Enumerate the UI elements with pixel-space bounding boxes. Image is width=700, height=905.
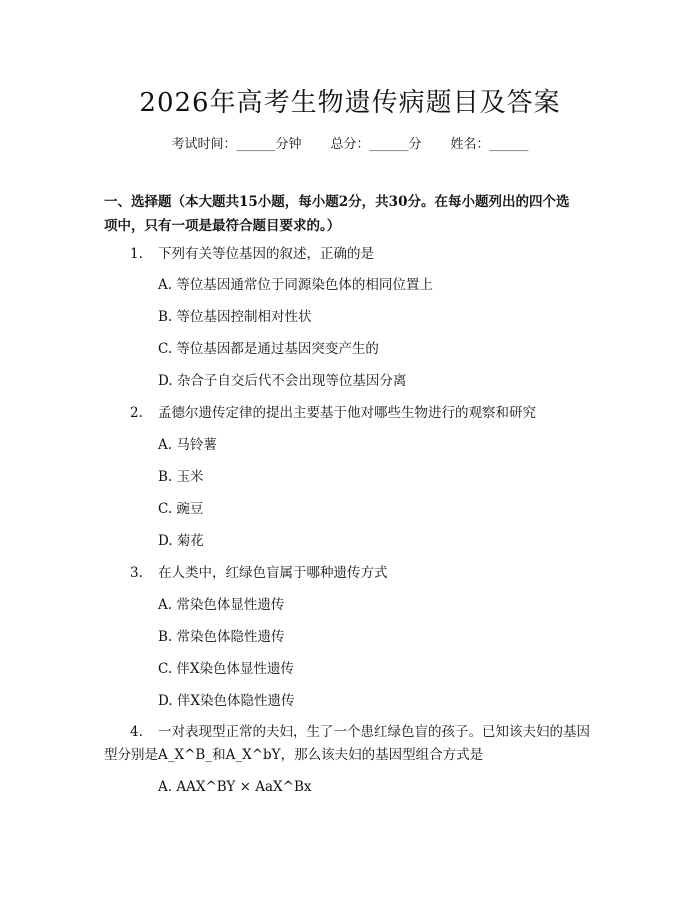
question-2-option-a: A. 马铃薯 xyxy=(158,437,217,453)
question-3-option-a: A. 常染色体显性遗传 xyxy=(158,597,285,613)
student-name-field: 姓名：______ xyxy=(450,137,529,152)
question-1-option-d: D. 杂合子自交后代不会出现等位基因分离 xyxy=(158,373,407,389)
exam-meta xyxy=(0,133,700,152)
question-2-option-b: B. 玉米 xyxy=(158,469,204,485)
section-heading-line-2: 项中，只有一项是最符合题目要求的。） xyxy=(104,218,341,234)
question-3-number: 3. xyxy=(130,565,143,581)
question-1-text: 下列有关等位基因的叙述，正确的是 xyxy=(158,246,374,262)
question-3-option-c: C. 伴X染色体显性遗传 xyxy=(158,661,295,677)
question-2-text: 孟德尔遗传定律的提出主要基于他对哪些生物进行的观察和研究 xyxy=(158,405,536,421)
exam-time-field: 考试时间：______分钟 xyxy=(171,137,302,152)
question-1-option-c: C. 等位基因都是通过基因突变产生的 xyxy=(158,341,379,357)
question-3-text: 在人类中，红绿色盲属于哪种遗传方式 xyxy=(158,565,388,581)
question-4-text-line-1: 一对表现型正常的夫妇，生了一个患红绿色盲的孩子。已知该夫妇的基因 xyxy=(158,724,590,740)
total-score-field: 总分：______分 xyxy=(330,137,422,152)
question-3-option-d: D. 伴X染色体隐性遗传 xyxy=(158,693,295,709)
question-1-number: 1. xyxy=(130,246,143,262)
question-1-option-b: B. 等位基因控制相对性状 xyxy=(158,309,312,325)
question-4-option-a: A. AAX^BY × AaX^Bx xyxy=(158,779,312,795)
section-heading-line-1: 一、选择题（本大题共15小题，每小题2分，共30分。在每小题列出的四个选 xyxy=(104,194,570,210)
question-3-option-b: B. 常染色体隐性遗传 xyxy=(158,629,285,645)
question-4-text-line-2: 型分别是A_X^B_和A_X^bY，那么该夫妇的基因型组合方式是 xyxy=(104,747,484,763)
question-2-option-d: D. 菊花 xyxy=(158,533,204,549)
question-4-number: 4. xyxy=(130,724,143,740)
question-1-option-a: A. 等位基因通常位于同源染色体的相同位置上 xyxy=(158,277,433,293)
page-title: 2026年高考生物遗传病题目及答案 xyxy=(139,88,561,118)
question-2-option-c: C. 豌豆 xyxy=(158,501,204,517)
section-heading xyxy=(104,190,604,238)
question-2-number: 2. xyxy=(130,405,143,421)
